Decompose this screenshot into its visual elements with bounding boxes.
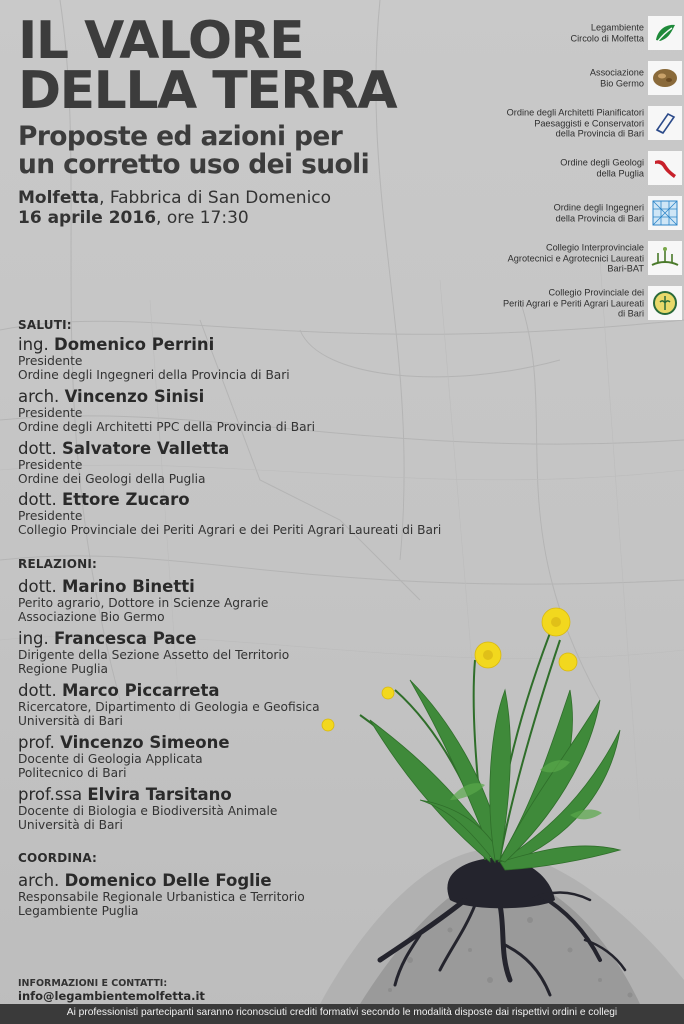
venue-city: Molfetta	[18, 188, 100, 208]
organizer-agrotecnici	[444, 241, 684, 275]
speaker-sinisi: arch. Vincenzo Sinisi Presidente Ordine degli Architetti PPC della Provincia di Bari	[18, 387, 315, 434]
dandelion-illustration	[300, 600, 684, 1004]
organizer-name: Ordine degli Ingegneri della Provincia di Bari	[553, 202, 644, 223]
organizer-name: Collegio Interprovinciale Agrotecnici e Agrotecnici Laureati Bari-BAT	[507, 242, 644, 274]
geologists-italy-icon	[648, 151, 682, 185]
organizer-geologi	[444, 151, 684, 185]
coordina-heading: COORDINA:	[18, 851, 98, 865]
event-date	[18, 208, 249, 229]
organizer-legambiente	[444, 16, 684, 50]
periti-agrari-emblem-icon	[648, 286, 682, 320]
organizer-architetti	[444, 106, 684, 140]
subtitle-line-2: un corretto uso dei suoli	[18, 149, 370, 180]
speaker-zucaro: dott. Ettore Zucaro Presidente Collegio Provinciale dei Periti Agrari e dei Periti Agrari Laureati di Bari	[18, 490, 442, 537]
speaker-simeone: prof. Vincenzo Simeone Docente di Geologia Applicata Politecnico di Bari	[18, 733, 230, 780]
subtitle-line-1: Proposte ed azioni per	[18, 121, 343, 152]
contacts-block	[18, 978, 205, 1003]
speaker-binetti: dott. Marino Binetti Perito agrario, Dottore in Scienze Agrarie Associazione Bio Germo	[18, 577, 269, 624]
speaker-piccarreta: dott. Marco Piccarreta Ricercatore, Dipartimento di Geologia e Geofisica Università di Bari	[18, 681, 320, 728]
organizer-name: Legambiente Circolo di Molfetta	[570, 22, 644, 43]
speaker-tarsitano: prof.ssa Elvira Tarsitano Docente di Biologia e Biodiversità Animale Università di Bari	[18, 785, 278, 832]
engineers-grid-icon	[648, 196, 682, 230]
organizer-ingegneri	[444, 196, 684, 230]
organizer-name: Ordine degli Architetti Pianificatori Paesaggisti e Conservatori della Provincia di Bari	[506, 107, 644, 139]
speaker-perrini: ing. Domenico Perrini Presidente Ordine degli Ingegneri della Provincia di Bari	[18, 335, 290, 382]
footer-bar	[0, 1004, 684, 1024]
venue	[18, 188, 331, 209]
agrotecnici-field-icon	[648, 241, 682, 275]
organizer-name: Associazione Bio Germo	[589, 67, 644, 88]
title-line-1: IL VALORE	[18, 11, 304, 71]
speaker-pace: ing. Francesca Pace Dirigente della Sezione Assetto del Territorio Regione Puglia	[18, 629, 290, 676]
venue-place: , Fabbrica di San Domenico	[99, 188, 332, 208]
contacts-label: INFORMAZIONI E CONTATTI:	[18, 978, 168, 989]
architects-cube-icon	[648, 106, 682, 140]
bio-germo-seed-icon	[648, 61, 682, 95]
event-time: , ore 17:30	[156, 208, 249, 228]
contact-email-link[interactable]: info@legambientemolfetta.it	[18, 989, 205, 1003]
organizer-name: Collegio Provinciale dei Periti Agrari e Periti Agrari Laureati di Bari	[503, 287, 644, 319]
legambiente-leaf-icon	[648, 16, 682, 50]
speaker-valletta: dott. Salvatore Valletta Presidente Ordine dei Geologi della Puglia	[18, 439, 230, 486]
title-line-2: DELLA TERRA	[18, 61, 397, 121]
event-day: 16 aprile 2016	[18, 208, 157, 228]
relazioni-heading: RELAZIONI:	[18, 557, 98, 571]
saluti-heading: SALUTI:	[18, 318, 72, 332]
footer-note: Ai professionisti partecipanti saranno riconosciuti crediti formativi secondo le modalità disposte dai rispettivi ordini e collegi	[66, 1007, 618, 1018]
speaker-delle-foglie: arch. Domenico Delle Foglie Responsabile Regionale Urbanistica e Territorio Legambiente Puglia	[18, 871, 305, 918]
organizer-name: Ordine degli Geologi della Puglia	[560, 157, 644, 178]
organizer-periti-agrari	[444, 286, 684, 320]
organizer-bio-germo	[444, 61, 684, 95]
